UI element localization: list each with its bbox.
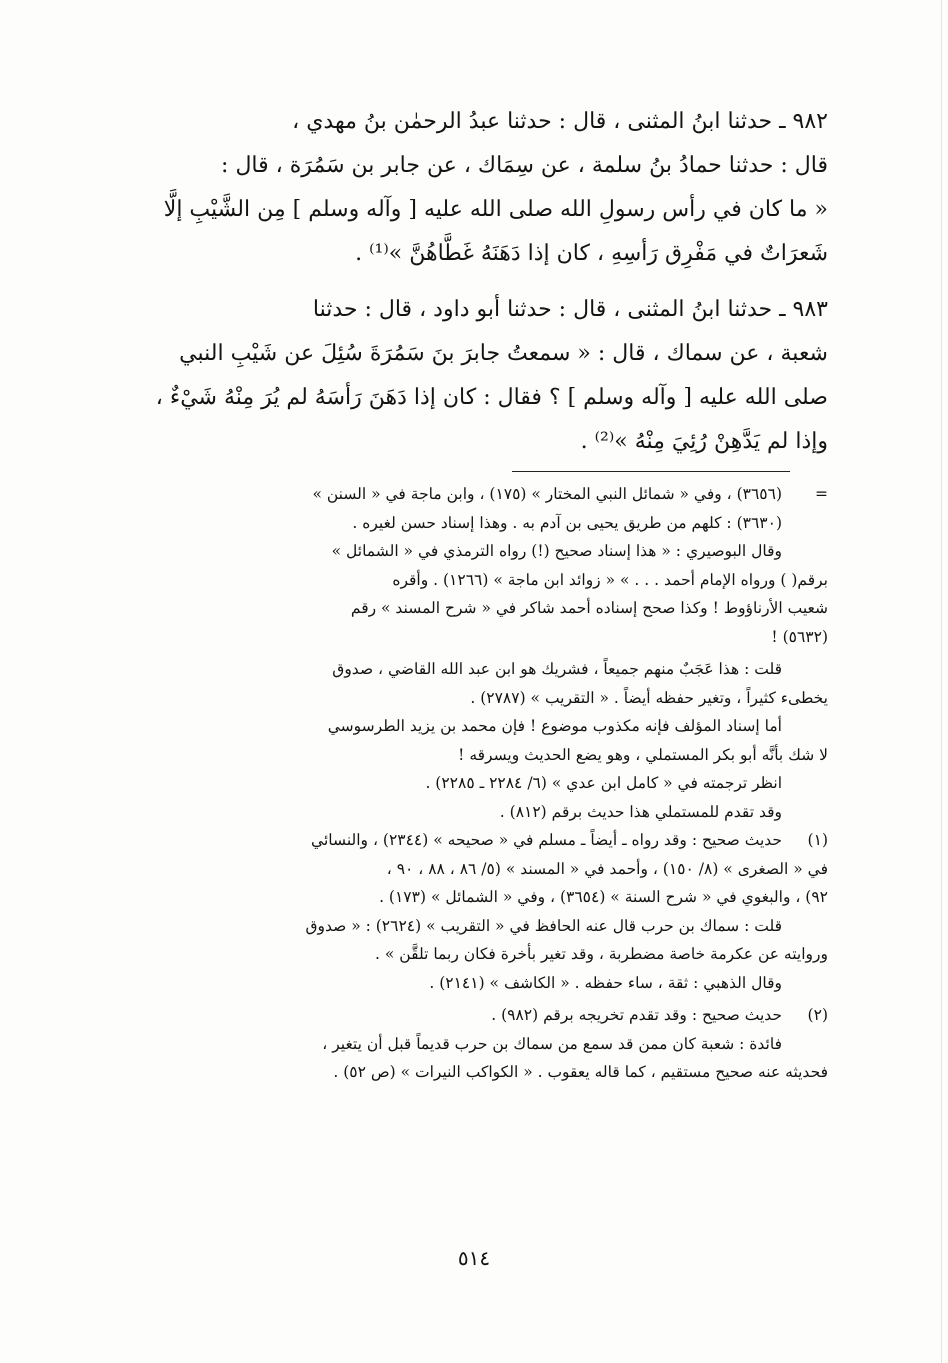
footnote-line: في « الصغرى » (٨/ ١٥٠) ، وأحمد في « المسند » (٥/ ٨٦ ، ٨٨ ، ٩٠ ،: [386, 859, 828, 878]
footnote-line: شعيب الأرناؤوط ! وكذا صحح إسناده أحمد شاكر في « شرح المسند » رقم: [350, 599, 828, 617]
qultu-paragraph: [100, 655, 828, 712]
hadith-983-line: وإذا لم يَدَّهِنْ رُئِيَ مِنْهُ »⁽²⁾ .: [580, 429, 828, 454]
isnad-paragraph: [100, 712, 828, 826]
footnote-continuation: [100, 480, 828, 537]
hadith-982-line: شَعرَاتٌ في مَفْرِق رَأسِهِ ، كان إذا دَهَنَهُ غَطَّاهُنَّ »⁽¹⁾ .: [355, 241, 828, 266]
footnote-line: قلت : هذا عَجَبٌ منهم جميعاً ، فشريك هو ابن عبد الله القاضي ، صدوق: [332, 660, 782, 678]
footnote-line: وقال الذهبي : ثقة ، ساء حفظه . « الكاشف » (٢١٤١) .: [429, 973, 782, 992]
busiri-paragraph: [100, 537, 828, 651]
footnote-line: حديث صحيح : وقد تقدم تخريجه برقم (٩٨٢) .: [491, 1006, 782, 1024]
footnote-line: (٣٦٥٦) ، وفي « شمائل النبي المختار » (١٧٥) ، وابن ماجة في « السنن »: [312, 485, 782, 503]
footnotes: [100, 480, 828, 1087]
scan-edge-line: [941, 0, 942, 1363]
hadith-983-line: ٩٨٣ ـ حدثنا ابنُ المثنى ، قال : حدثنا أبو داود ، قال : حدثنا: [312, 297, 828, 322]
hadith-982-line: قال : حدثنا حمادُ بنُ سلمة ، عن سِمَاك ، عن جابر بن سَمُرَة ، قال :: [221, 153, 828, 178]
footnote-line: يخطىء كثيراً ، وتغير حفظه أيضاً . « التقريب » (٢٧٨٧) .: [470, 688, 828, 707]
footnote-line: ٩٢) ، والبغوي في « شرح السنة » (٣٦٥٤) ، وفي « الشمائل » (١٧٣) .: [379, 888, 828, 906]
footnote-1: [100, 826, 828, 855]
footnote-1-marker: (١): [807, 831, 828, 849]
footnote-line: قلت : سماك بن حرب قال عنه الحافظ في « التقريب » (٢٦٢٤) : « صدوق: [305, 916, 782, 935]
footnote-line: انظر ترجمته في « كامل ابن عدي » (٦/ ٢٢٨٤ ـ ٢٢٨٥) .: [425, 774, 782, 792]
footnote-line: وقد تقدم للمستملي هذا حديث برقم (٨١٢) .: [499, 802, 782, 821]
footnote-line: حديث صحيح : وقد رواه ـ أيضاً ـ مسلم في « صحيحه » (٢٣٤٤) ، والنسائي: [311, 831, 782, 849]
footnote-line: لا شك بأنَّه أبو بكر المستملي ، وهو يضع الحديث ويسرقه !: [458, 745, 828, 764]
footnote-line: فحديثه عنه صحيح مستقيم ، كما قاله يعقوب . « الكواكب النيرات » (ص ٥٢) .: [333, 1063, 828, 1081]
footnote-line: وروايته عن عكرمة خاصة مضطربة ، وقد تغير بأخرة فكان ربما تلقَّن » .: [375, 945, 828, 963]
footnote-line: وقال البوصيري : « هذا إسناد صحيح (!) رواه الترمذي في « الشمائل »: [331, 542, 782, 560]
footnote-2: [100, 1001, 828, 1030]
footnote-2-marker: (٢): [807, 1006, 828, 1024]
footnote-line: برقم( ) ورواه الإمام أحمد . . . » « زوائد ابن ماجة » (١٢٦٦) . وأقره: [392, 570, 828, 589]
hadith-982: [100, 100, 828, 276]
footnote-line: (٥٦٣٢) !: [771, 627, 828, 646]
footnote-line: أما إسناد المؤلف فإنه مكذوب موضوع ! فإن محمد بن يزيد الطرسوسي: [327, 717, 782, 735]
footnote-line: فائدة : شعبة كان ممن قد سمع من سماك بن حرب قديماً قبل أن يتغير ،: [322, 1034, 782, 1053]
footnote-line: (٣٦٣٠) : كلهم من طريق يحيى بن آدم به . وهذا إسناد حسن لغيره .: [352, 513, 782, 532]
hadith-983: [100, 288, 828, 464]
hadith-982-line: « ما كان في رأس رسولِ الله صلى الله عليه [ وآله وسلم ] مِن الشَّيْبِ إلَّا: [163, 197, 828, 222]
hadith-983-line: شعبة ، عن سماك ، قال : « سمعتُ جابرَ بنَ سَمُرَةَ سُئِلَ عن شَيْبِ النبي: [179, 341, 828, 366]
footnote-separator: [512, 471, 790, 472]
continuation-marker: =: [815, 485, 828, 503]
hadith-982-line: ٩٨٢ ـ حدثنا ابنُ المثنى ، قال : حدثنا عبدُ الرحمٰن بنُ مهدي ،: [292, 109, 828, 134]
hadith-983-line: صلى الله عليه [ وآله وسلم ] ؟ فقال : كان إذا دَهَنَ رَأسَهُ لم يُرَ مِنْهُ شَيْءٌ ،: [155, 385, 828, 410]
page-number: ٥١٤: [457, 1246, 491, 1270]
